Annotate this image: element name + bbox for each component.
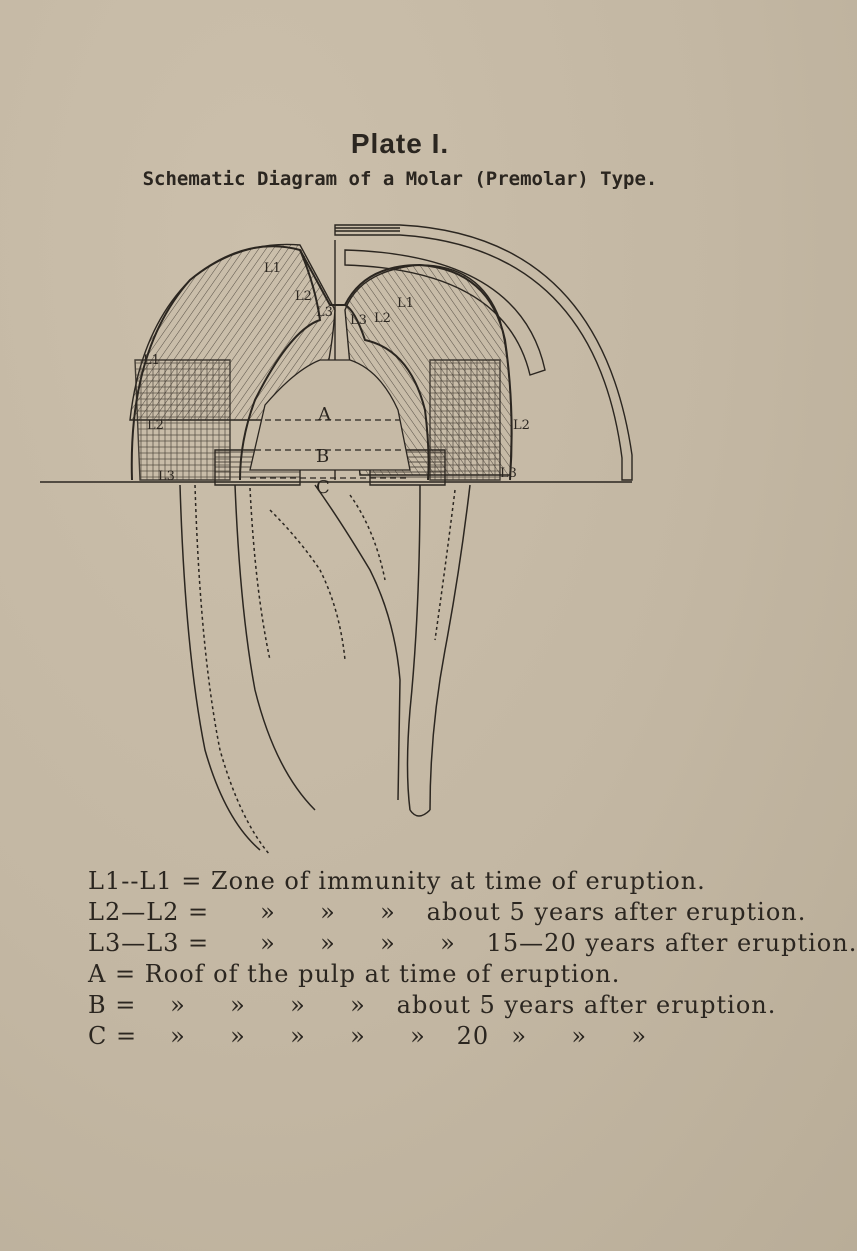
legend-b-symbol: B = bbox=[88, 991, 137, 1019]
label-l3-top: L3 bbox=[316, 305, 333, 320]
ditto-mark: » bbox=[440, 929, 456, 957]
ditto-mark: » bbox=[290, 991, 306, 1019]
roots bbox=[180, 485, 470, 855]
ditto-mark: » bbox=[320, 898, 336, 926]
label-l1-top: L1 bbox=[264, 261, 281, 276]
label-l3-mid: L3 bbox=[350, 313, 367, 328]
ditto-mark: » bbox=[631, 1022, 648, 1050]
legend-l2-text: about 5 years after eruption. bbox=[426, 898, 807, 926]
legend-l2-symbol: L2—L2 = bbox=[88, 898, 210, 926]
label-l2-right: L2 bbox=[513, 418, 530, 433]
legend-a-text: A = Roof of the pulp at time of eruption. bbox=[88, 960, 621, 988]
label-a: A bbox=[318, 404, 331, 425]
legend-c-number: 20 bbox=[456, 1022, 490, 1050]
label-c: C bbox=[316, 477, 330, 498]
ditto-mark: » bbox=[170, 991, 186, 1019]
label-l1-right: L1 bbox=[397, 296, 414, 311]
legend-row-b bbox=[88, 990, 788, 1021]
ditto-mark: » bbox=[260, 929, 276, 957]
legend-row-l1 bbox=[88, 866, 788, 897]
plate-subtitle: Schematic Diagram of a Molar (Premolar) Type. bbox=[142, 168, 658, 190]
tooth-diagram bbox=[0, 210, 800, 860]
legend-l3-symbol: L3—L3 = bbox=[88, 929, 210, 957]
legend-l1-text: L1--L1 = Zone of immunity at time of eruption. bbox=[88, 867, 706, 895]
ditto-mark: » bbox=[230, 1022, 246, 1050]
label-l1-left: L1 bbox=[143, 353, 160, 368]
legend-row-l3 bbox=[88, 928, 857, 959]
ditto-mark: » bbox=[410, 1022, 426, 1050]
label-l3-left: L3 bbox=[158, 469, 175, 484]
label-l2-top: L2 bbox=[295, 289, 312, 304]
ditto-mark: » bbox=[260, 898, 276, 926]
plate-title: Plate I. bbox=[350, 128, 450, 159]
legend-b-text: about 5 years after eruption. bbox=[396, 991, 777, 1019]
legend-c-symbol: C = bbox=[88, 1022, 138, 1050]
label-b: B bbox=[316, 446, 330, 467]
ditto-mark: » bbox=[511, 1022, 528, 1050]
label-l3-right: L3 bbox=[500, 466, 517, 481]
ditto-mark: » bbox=[380, 898, 396, 926]
ditto-mark: » bbox=[350, 1022, 366, 1050]
legend-l3-text: 15—20 years after eruption. bbox=[486, 929, 857, 957]
legend-row-l2 bbox=[88, 897, 807, 928]
ditto-mark: » bbox=[170, 1022, 186, 1050]
ditto-mark: » bbox=[350, 991, 366, 1019]
label-l2-left: L2 bbox=[147, 418, 164, 433]
ditto-mark: » bbox=[380, 929, 396, 957]
legend bbox=[88, 866, 857, 1052]
ditto-mark: » bbox=[320, 929, 336, 957]
legend-row-c bbox=[88, 1021, 788, 1052]
ditto-mark: » bbox=[230, 991, 246, 1019]
ditto-mark: » bbox=[290, 1022, 306, 1050]
ditto-mark: » bbox=[571, 1022, 588, 1050]
legend-row-a bbox=[88, 959, 788, 990]
label-l2-mid: L2 bbox=[374, 311, 391, 326]
